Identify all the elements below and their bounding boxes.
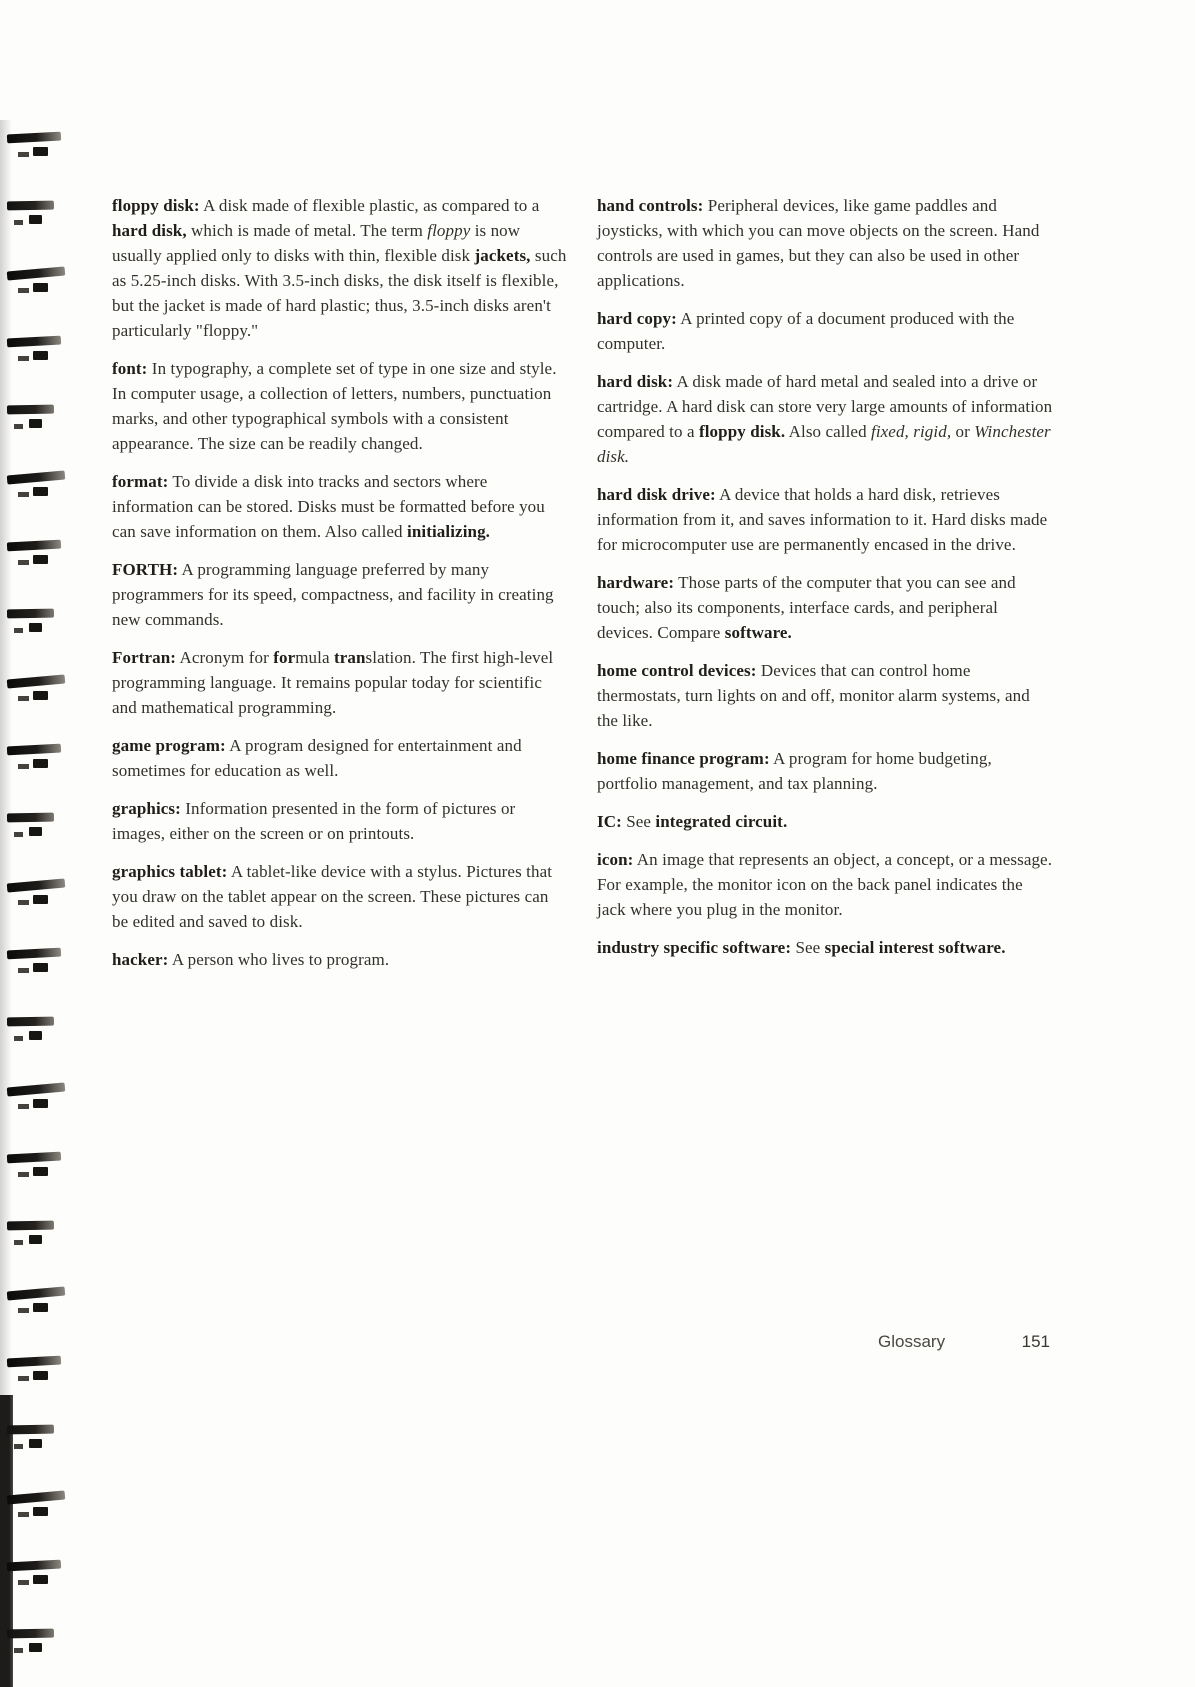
glossary-term: hand controls: <box>597 196 704 215</box>
glossary-entry <box>112 193 569 343</box>
binding-ring <box>2 1354 72 1392</box>
glossary-entry <box>112 947 569 972</box>
definition-segment: such as 5.25-inch disks. With 3.5-inch disks, the disk itself is flexible, but the jacket is made of hard plastic; thus, 3.5-inch disks aren't particularly "floppy." <box>112 246 567 340</box>
glossary-term: hacker: <box>112 950 169 969</box>
definition-segment: A device that holds a hard disk, retrieves information from it, and saves information to it. Hard disks made for microcomputer use are permanently encased in the drive. <box>597 485 1048 554</box>
binding-ring <box>2 1014 72 1052</box>
binding-ring <box>2 1286 72 1324</box>
definition-segment: Peripheral devices, like game paddles and joysticks, with which you can move objects on the screen. Hand controls are used in games, but they can also be used in other applications. <box>597 196 1040 290</box>
definition-segment: which is made of metal. The term <box>186 221 428 240</box>
glossary-term: home control devices: <box>597 661 757 680</box>
glossary-term: FORTH: <box>112 560 179 579</box>
definition-segment: A tablet-like device with a stylus. Pictures that you draw on the tablet appear on the screen. These pictures can be edited and saved to disk. <box>112 862 553 931</box>
definition-segment: fixed, rigid, <box>871 422 952 441</box>
definition-segment: A disk made of flexible plastic, as compared to a <box>199 196 540 215</box>
glossary-entry <box>112 733 569 783</box>
glossary-entry <box>597 369 1054 469</box>
definition-segment: A program for home budgeting, portfolio management, and tax planning. <box>597 749 992 793</box>
glossary-term: hard disk drive: <box>597 485 716 504</box>
definition-segment: mula <box>295 648 334 667</box>
definition-segment: integrated circuit. <box>655 812 788 831</box>
glossary-term: format: <box>112 472 169 491</box>
binding-ring <box>2 1218 72 1256</box>
definition-segment: hard disk, <box>112 221 187 240</box>
definition-segment: jackets, <box>474 246 531 265</box>
glossary-entry <box>112 796 569 846</box>
binding-ring <box>2 266 72 304</box>
definition-segment: See <box>791 938 825 957</box>
glossary-term: graphics: <box>112 799 181 818</box>
definition-segment: Winchester disk. <box>597 422 1051 466</box>
definition-segment: Acronym for <box>176 648 274 667</box>
binding-ring <box>2 1626 72 1664</box>
binding-ring <box>2 198 72 236</box>
glossary-entry <box>112 356 569 456</box>
definition-segment: A program designed for entertainment and sometimes for education as well. <box>112 736 522 780</box>
binding-ring <box>2 1558 72 1596</box>
glossary-entry <box>597 746 1054 796</box>
glossary-entry <box>597 658 1054 733</box>
binding-ring <box>2 1490 72 1528</box>
definition-segment: A person who lives to program. <box>168 950 390 969</box>
definition-segment: floppy disk. <box>698 422 786 441</box>
definition-segment: Information presented in the form of pictures or images, either on the screen or on printouts. <box>112 799 516 843</box>
footer-section-label: Glossary <box>878 1332 946 1351</box>
definition-segment: Devices that can control home thermostats, turn lights on and off, monitor alarm systems, and the like. <box>597 661 1030 730</box>
glossary-term: floppy disk: <box>112 196 200 215</box>
binding-ring <box>2 334 72 372</box>
glossary-term: industry specific software: <box>597 938 792 957</box>
definition-segment: for <box>273 648 296 667</box>
binding-ring <box>2 674 72 712</box>
glossary-entry <box>112 645 569 720</box>
page-footer <box>878 1332 1050 1352</box>
binding-ring <box>2 1422 72 1460</box>
glossary-term: home finance program: <box>597 749 770 768</box>
glossary-column-right <box>597 193 1054 985</box>
binding-ring <box>2 1150 72 1188</box>
definition-segment: slation. The first high-level programming language. It remains popular today for scientific and mathematical programming. <box>112 648 554 717</box>
glossary-entry <box>112 469 569 544</box>
glossary-term: icon: <box>597 850 634 869</box>
definition-segment: A printed copy of a document produced with the computer. <box>597 309 1015 353</box>
binding-ring <box>2 606 72 644</box>
binding-ring <box>2 946 72 984</box>
glossary-column-left <box>112 193 569 985</box>
glossary-term: graphics tablet: <box>112 862 228 881</box>
binding-ring <box>2 470 72 508</box>
glossary-term: Fortran: <box>112 648 177 667</box>
definition-segment: or <box>951 422 975 441</box>
binding-ring <box>2 538 72 576</box>
definition-segment: An image that represents an object, a concept, or a message. For example, the monitor icon on the back panel indicates the jack where you plug in the monitor. <box>597 850 1053 919</box>
glossary-entry <box>597 306 1054 356</box>
binding-ring <box>2 130 72 168</box>
glossary-entry <box>112 557 569 632</box>
glossary-content <box>112 193 1054 985</box>
glossary-term: game program: <box>112 736 226 755</box>
glossary-entry <box>597 193 1054 293</box>
binding-ring <box>2 402 72 440</box>
glossary-entry <box>112 859 569 934</box>
spiral-binding <box>0 0 90 1687</box>
glossary-term: hard copy: <box>597 309 677 328</box>
glossary-entry <box>597 482 1054 557</box>
binding-ring <box>2 878 72 916</box>
glossary-entry <box>597 935 1054 960</box>
glossary-term: hard disk: <box>597 372 674 391</box>
binding-ring <box>2 810 72 848</box>
glossary-entry <box>597 570 1054 645</box>
definition-segment: special interest software. <box>824 938 1006 957</box>
definition-segment: A disk made of hard metal and sealed into a drive or cartridge. A hard disk can store very large amounts of information compared to a <box>597 372 1053 441</box>
binding-ring <box>2 1082 72 1120</box>
definition-segment: initializing. <box>407 522 491 541</box>
glossary-entry <box>597 809 1054 834</box>
definition-segment: software. <box>724 623 792 642</box>
definition-segment: is now usually applied only to disks with thin, flexible disk <box>112 221 521 265</box>
binding-ring <box>2 742 72 780</box>
definition-segment: floppy <box>427 221 471 240</box>
definition-segment: tran <box>333 648 366 667</box>
definition-segment: Also called <box>785 422 872 441</box>
glossary-term: hardware: <box>597 573 675 592</box>
definition-segment: To divide a disk into tracks and sectors where information can be stored. Disks must be formatted before you can save information on them. Also called <box>112 472 545 541</box>
glossary-term: IC: <box>597 812 622 831</box>
glossary-entry <box>597 847 1054 922</box>
definition-segment: A programming language preferred by many programmers for its speed, compactness, and facility in creating new commands. <box>112 560 554 629</box>
definition-segment: Those parts of the computer that you can see and touch; also its components, interface cards, and peripheral devices. Compare <box>597 573 1016 642</box>
footer-page-number: 151 <box>1021 1332 1050 1351</box>
definition-segment: In typography, a complete set of type in one size and style. In computer usage, a collection of letters, numbers, punctuation marks, and other typographical symbols with a consistent appearance. The size can be readily changed. <box>112 359 557 453</box>
definition-segment: See <box>621 812 656 831</box>
glossary-term: font: <box>112 359 148 378</box>
